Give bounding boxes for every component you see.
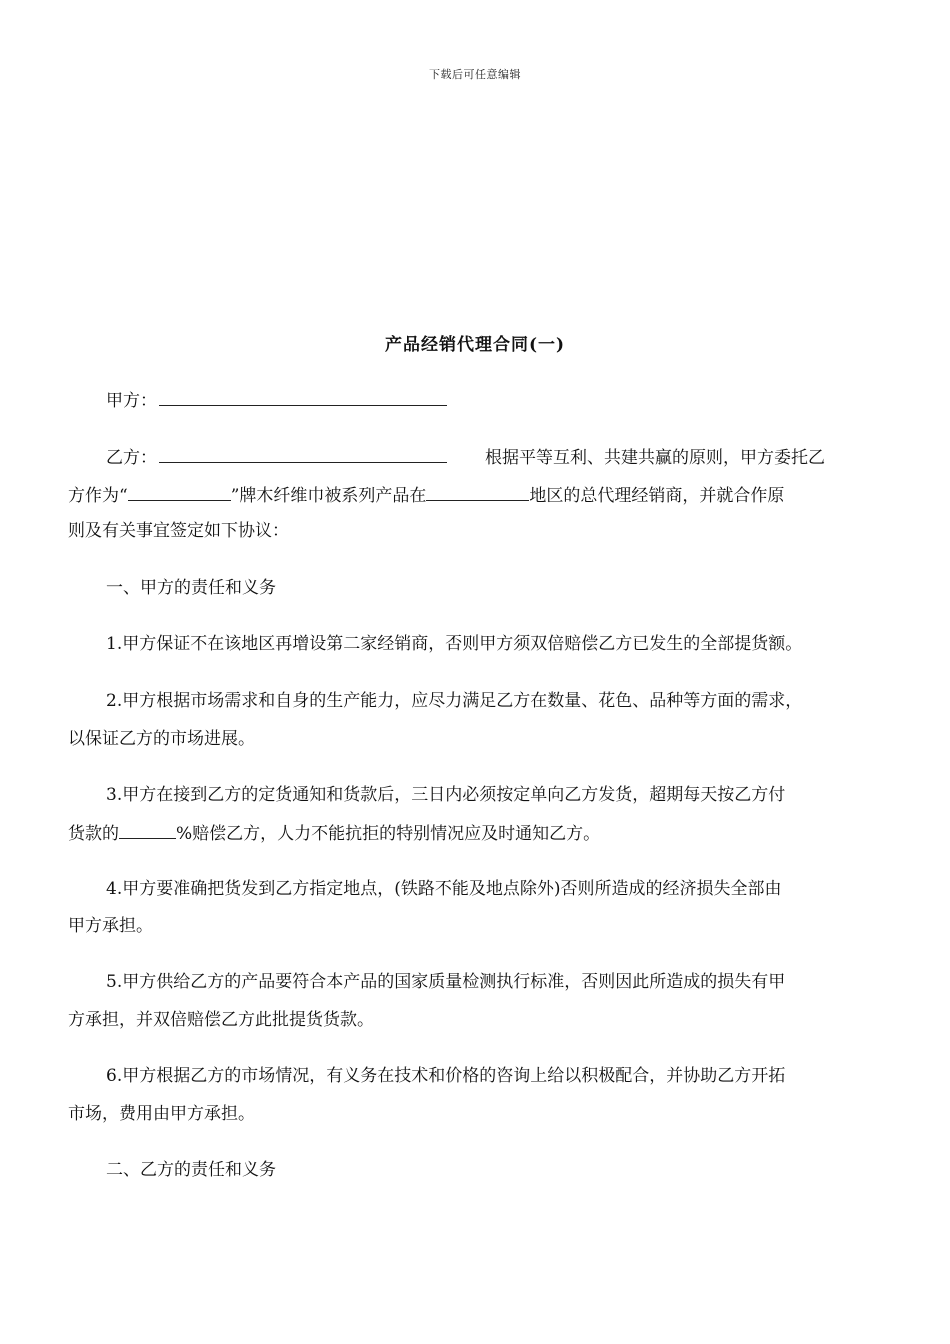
party-b-line: [106, 446, 888, 468]
clause-5-line-2: 方承担，并双倍赔偿乙方此批提货货款。: [68, 1010, 374, 1030]
clause-3-prefix: 货款的: [68, 824, 119, 844]
clause-4-line-1: 4.甲方要准确把货发到乙方指定地点，(铁路不能及地点除外)否则所造成的经济损失全部由: [106, 879, 782, 899]
percent-blank[interactable]: [119, 822, 176, 839]
clause-2-line-1: 2.甲方根据市场需求和自身的生产能力，应尽力满足乙方在数量、花色、品种等方面的需求，: [106, 691, 803, 711]
clause-3-line-2: [68, 822, 888, 844]
intro-line2-prefix: 方作为“: [68, 486, 128, 506]
clause-6-line-2: 市场，费用由甲方承担。: [68, 1104, 255, 1124]
clause-5-line-1: 5.甲方供给乙方的产品要符合本产品的国家质量检测执行标准，否则因此所造成的损失有甲: [106, 972, 786, 992]
intro-line2-suffix: 地区的总代理经销商，并就合作原: [529, 486, 785, 506]
clause-4-line-2: 甲方承担。: [68, 916, 153, 936]
intro-line-2: [68, 484, 888, 506]
brand-blank[interactable]: [128, 484, 231, 501]
section1-heading: 一、甲方的责任和义务: [106, 578, 276, 598]
party-b-blank[interactable]: [159, 446, 447, 463]
clause-3-line-1: 3.甲方在接到乙方的定货通知和货款后，三日内必须按定单向乙方发货，超期每天按乙方付: [106, 785, 786, 805]
clause-6-line-1: 6.甲方根据乙方的市场情况，有义务在技术和价格的咨询上给以积极配合，并协助乙方开拓: [106, 1066, 786, 1086]
clause-2-line-2: 以保证乙方的市场进展。: [68, 729, 255, 749]
clause-3-suffix: %赔偿乙方，人力不能抗拒的特别情况应及时通知乙方。: [176, 824, 601, 844]
intro-start: 根据平等互利、共建共赢的原则，甲方委托乙: [485, 448, 825, 468]
header-note: 下载后可任意编辑: [429, 68, 521, 81]
section2-heading: 二、乙方的责任和义务: [106, 1160, 276, 1180]
intro-line2-mid: ”牌木纤维巾被系列产品在: [230, 486, 427, 506]
party-b-label: 乙方：: [106, 448, 157, 468]
clause-1: 1.甲方保证不在该地区再增设第二家经销商，否则甲方须双倍赔偿乙方已发生的全部提货额。: [106, 634, 803, 654]
party-a-line: [106, 389, 888, 411]
party-a-blank[interactable]: [159, 389, 447, 406]
document-title: 产品经销代理合同(一): [384, 335, 566, 355]
party-a-label: 甲方：: [106, 391, 157, 411]
region-blank[interactable]: [426, 484, 529, 501]
intro-line-3: 则及有关事宜签定如下协议：: [68, 521, 289, 541]
